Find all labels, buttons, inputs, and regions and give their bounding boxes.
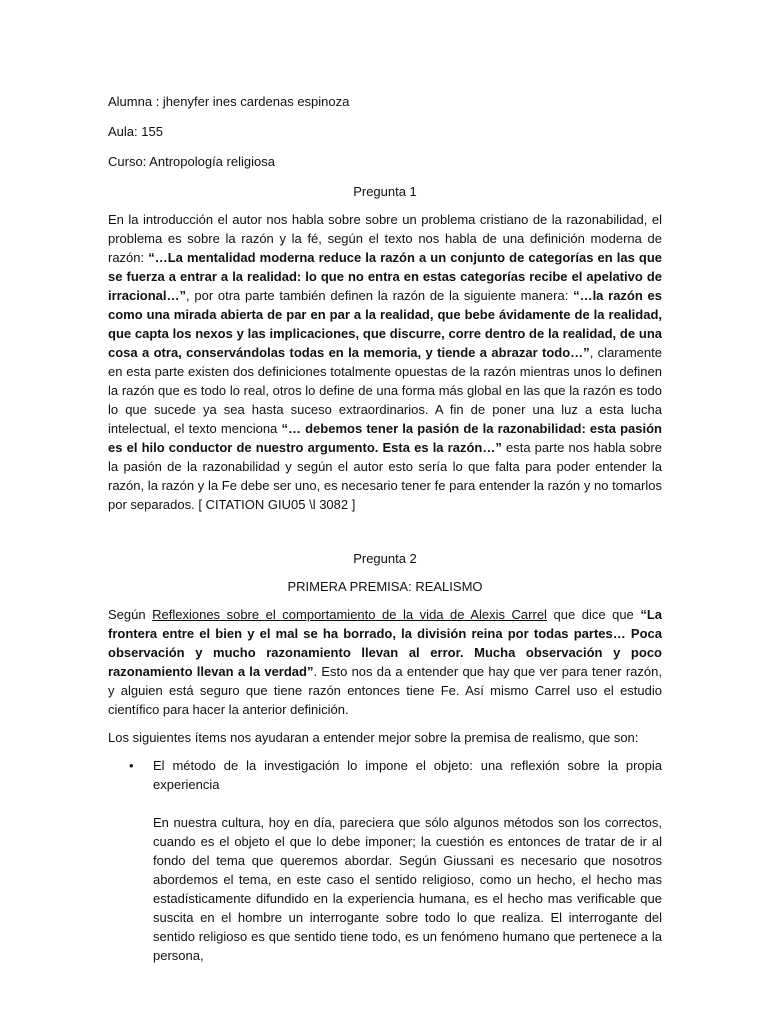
document-body [108, 92, 662, 965]
classroom: Aula: 155 [108, 124, 163, 139]
list-item-text: El método de la investigación lo impone el objeto: una reflexión sobre la propia experiencia [153, 758, 662, 792]
question-2-paragraph-1 [108, 605, 662, 719]
q2-quote-carrel: “La frontera entre el bien y el mal se ha borrado, la división reina por todas partes… Poca observación y mucho razonamiento llevan al error. Mucha observación y poco razonamiento llevan a la verdad” [108, 607, 662, 679]
q1-quote-open-reason: “…la razón es como una mirada abierta de par en par a la realidad, que bebe ávidamente de la realidad, que capta los nexos y las implicaciones, que discurre, corre dentro de la realidad, de una cosa a otra, conservándolas todas en la memoria, y tiende a abrazar todo…” [108, 288, 662, 360]
q2-book-title: Reflexiones sobre el comportamiento de la vida de Alexis Carrel [152, 607, 547, 622]
bullet-icon: • [129, 758, 134, 773]
course: Curso: Antropología religiosa [108, 154, 275, 169]
question-2-paragraph-3: En nuestra cultura, hoy en día, pareciera que sólo algunos métodos son los correctos, cuando es el objeto el que lo debe imponer; la cuestión es entonces de tratar de ir al fondo del tema que queremos abordar. Según Giussani es necesario que nosotros abordemos el tema, en este caso el sentido religioso, como un hecho, el hecho mas estadísticamente difundido en la experiencia humana, es el hecho mas verificable que suscita en el hombre un interrogante sobre todo lo que realiza. El interrogante del sentido religioso es que sentido tiene todo, es un fenómeno humano que pertenece a la persona, [153, 815, 662, 963]
q1-text-c: , por otra parte también definen la razón de la siguiente manera: [186, 288, 574, 303]
q2-text-c: que dice que [546, 607, 641, 622]
q1-quote-passion: “… debemos tener la pasión de la razonabilidad: esta pasión es el hilo conductor de nuestro argumento. Esta es la razón…” [108, 421, 662, 455]
section-spacer [108, 523, 662, 549]
q2-text-a: Según [108, 607, 153, 622]
q1-quote-modern-reason: “…La mentalidad moderna reduce la razón a un conjunto de categorías en las que se fuerza a entrar a la realidad: lo que no entra en estas categorías recibe el apelativo de irracional…” [108, 250, 662, 303]
premise-title: PRIMERA PREMISA: REALISMO [287, 579, 483, 594]
question-1-title: Pregunta 1 [353, 184, 417, 199]
question-1-paragraph [108, 210, 662, 514]
q1-text-a: En la introducción el autor nos habla sobre sobre un problema cristiano de la razonabilidad, el problema es sobre la razón y la fé, según el texto nos habla de una definición moderna de razón: [108, 212, 662, 265]
q1-text-e: , claramente en esta parte existen dos definiciones totalmente opuestas de la razón mientras unos lo definen la razón que es todo lo real, otros lo define de una forma más global en las que la razón es todo lo que sucede ya sea hasta suceso extraordinarios. A fin de poner una luz a esta lucha intelectual, el texto menciona [108, 345, 662, 436]
question-2-title: Pregunta 2 [353, 551, 417, 566]
student-name: Alumna : jhenyfer ines cardenas espinoza [108, 94, 350, 109]
list-item [108, 756, 662, 794]
q1-text-g: esta parte nos habla sobre la pasión de la razonabilidad y según el autor esto sería lo que falta para poder entender la razón, la razón y la Fe debe ser uno, es necesario tener fe para entender la razón y no tomarlos por separados. [ CITATION GIU05 \l 3082 ] [108, 440, 662, 512]
q2-text-e: . Esto nos da a entender que hay que ver para tener razón, y alguien está seguro que tiene razón entonces tiene Fe. Así mismo Carrel uso el estudio científico para hacer la anterior definición. [108, 664, 662, 717]
question-2-paragraph-2: Los siguientes ítems nos ayudaran a entender mejor sobre la premisa de realismo, que son: [108, 730, 639, 745]
